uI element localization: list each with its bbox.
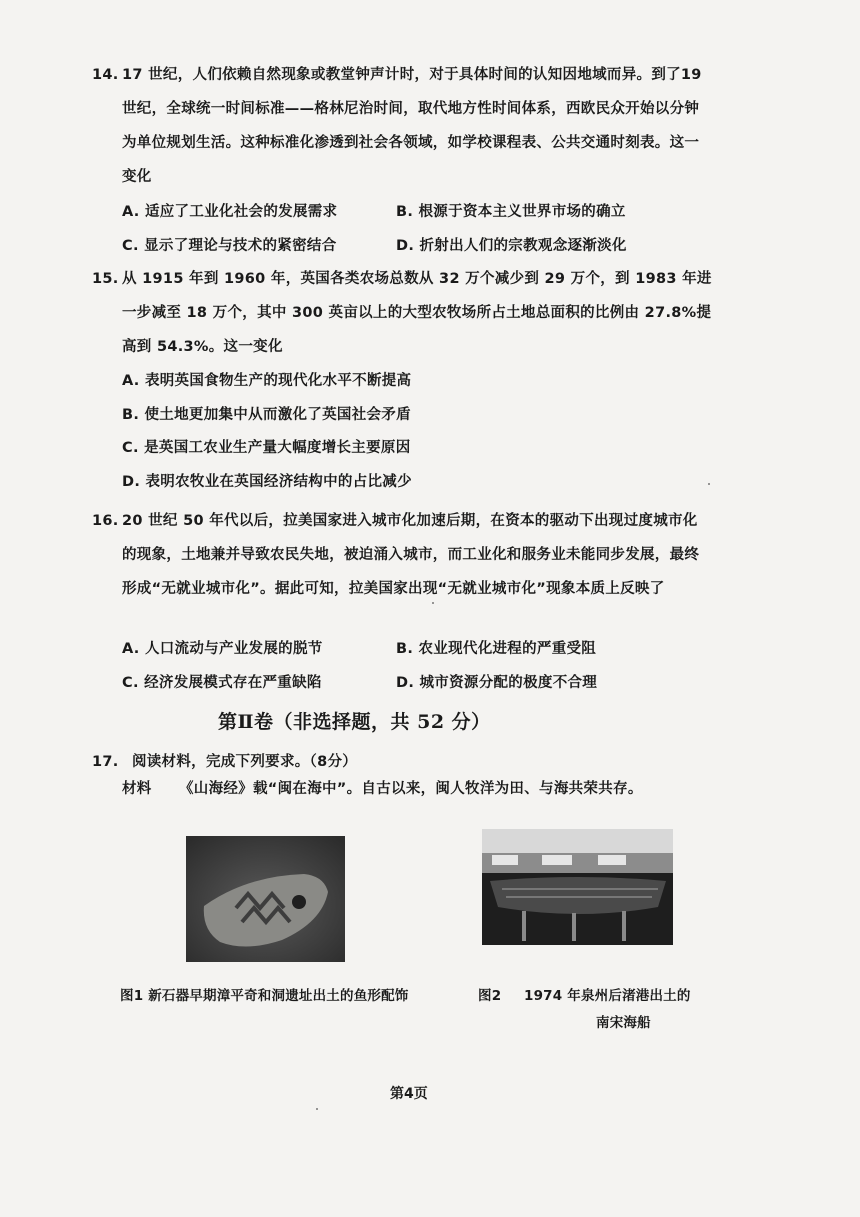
figure-2-label: 图2 xyxy=(478,988,502,1004)
question-16 xyxy=(92,504,712,606)
option-d: D. 折射出人们的宗教观念逐渐淡化 xyxy=(396,238,627,254)
figure-1-photo xyxy=(186,836,345,962)
option-c: C. 显示了理论与技术的紧密结合 xyxy=(122,238,337,254)
figure-1-caption: 图1 新石器早期漳平奇和洞遗址出土的鱼形配饰 xyxy=(120,988,409,1004)
option-c: C. 是英国工农业生产量大幅度增长主要原因 xyxy=(122,440,411,456)
figure-2-caption-line2: 南宋海船 xyxy=(596,1015,651,1031)
option-a: A. 表明英国食物生产的现代化水平不断提高 xyxy=(122,373,412,389)
scan-speck xyxy=(708,483,710,485)
question-14 xyxy=(92,58,712,194)
scan-speck xyxy=(316,1108,318,1110)
option-a: A. 适应了工业化社会的发展需求 xyxy=(122,204,338,220)
question-stem: 20 世纪 50 年代以后，拉美国家进入城市化加速后期，在资本的驱动下出现过度城市化的现象，土地兼并导致农民失地，被迫涌入城市，而工业化和服务业未能同步发展，最终形成“无就业城市化”。据此可知，拉美国家出现“无就业城市化”现象本质上反映了 xyxy=(122,513,700,597)
question-number: 15. xyxy=(92,271,119,287)
fish-ornament-image xyxy=(186,836,345,962)
option-a: A. 人口流动与产业发展的脱节 xyxy=(122,641,323,657)
material-line xyxy=(122,777,643,798)
question-15 xyxy=(92,262,712,364)
question-17-header xyxy=(92,750,357,771)
page-number: 第4页 xyxy=(390,1086,428,1102)
option-b: B. 使土地更加集中从而激化了英国社会矛盾 xyxy=(122,407,411,423)
section-title: 第Ⅱ卷（非选择题，共 52 分） xyxy=(218,711,491,733)
song-ship-image xyxy=(482,829,673,945)
scan-speck xyxy=(432,602,434,604)
material-label: 材料 xyxy=(122,781,152,797)
figure-2-caption-line1: 1974 年泉州后渚港出土的 xyxy=(524,988,691,1004)
option-d: D. 表明农牧业在英国经济结构中的占比减少 xyxy=(122,474,412,490)
question-stem: 17 世纪，人们依赖自然现象或教堂钟声计时，对于具体时间的认知因地域而异。到了19 世纪，全球统一时间标准——格林尼治时间，取代地方性时间体系，西欧民众开始以分钟为单位规划生活。这种标准化渗透到社会各领域，如学校课程表、公共交通时刻表。这一变化 xyxy=(122,67,702,185)
question-stem: 从 1915 年到 1960 年，英国各类农场总数从 32 万个减少到 29 万个，到 1983 年进一步减至 18 万个，其中 300 英亩以上的大型农牧场所占土地总面积的比例由 27.8%提高到 54.3%。这一变化 xyxy=(122,271,712,355)
question-number: 14. xyxy=(92,67,119,83)
option-b: B. 根源于资本主义世界市场的确立 xyxy=(396,204,626,220)
figure-2-photo xyxy=(482,829,673,945)
material-text: 《山海经》载“闽在海中”。自古以来，闽人牧洋为田、与海共荣共存。 xyxy=(178,781,643,797)
question-number: 16. xyxy=(92,513,119,529)
option-b: B. 农业现代化进程的严重受阻 xyxy=(396,641,597,657)
question-number: 17. xyxy=(92,754,119,770)
option-c: C. 经济发展模式存在严重缺陷 xyxy=(122,675,322,691)
option-d: D. 城市资源分配的极度不合理 xyxy=(396,675,598,691)
question-instruction: 阅读材料，完成下列要求。（8分） xyxy=(131,754,358,770)
